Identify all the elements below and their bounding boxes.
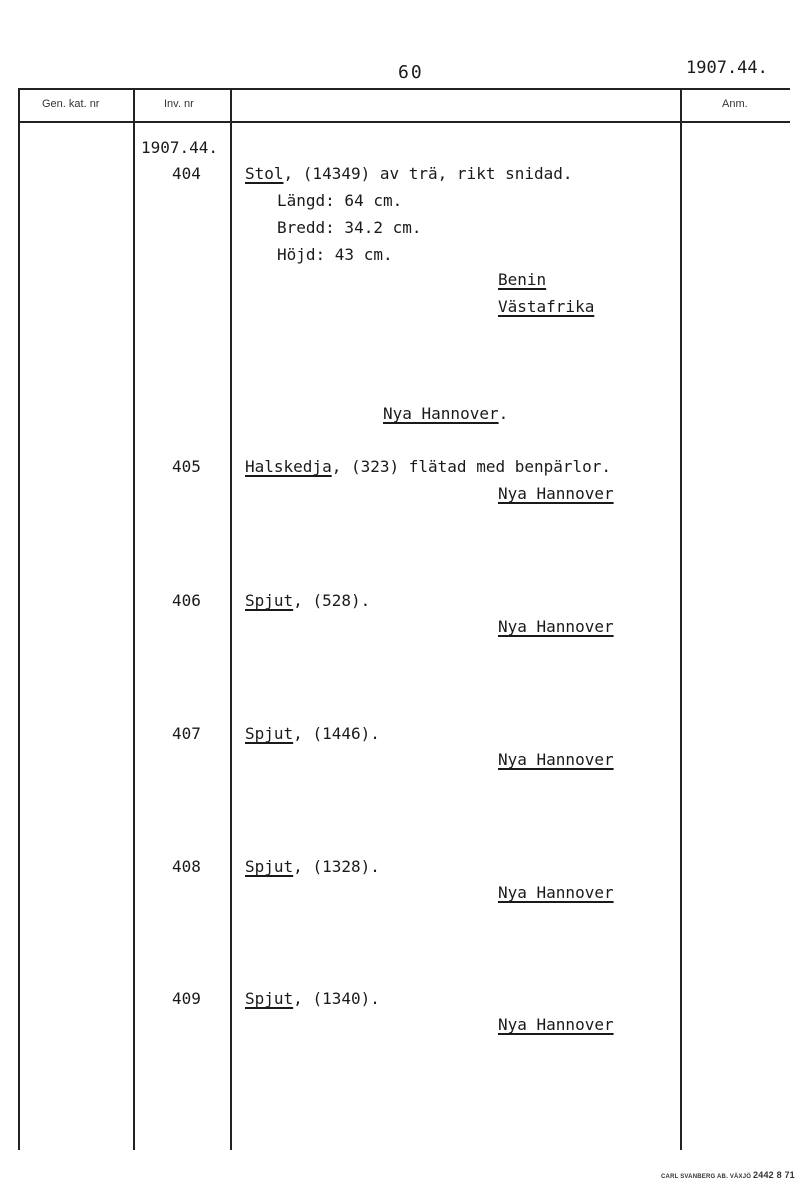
inv-number: 407: [172, 724, 201, 743]
entry-text: , (1446).: [293, 724, 380, 743]
column-header-anm: Anm.: [722, 98, 748, 110]
place-label: Nya Hannover: [498, 883, 614, 902]
entry-text: , (1340).: [293, 989, 380, 1008]
inv-number: 405: [172, 457, 201, 476]
entry-text: , (14349) av trä, rikt snidad.: [283, 164, 573, 183]
place-label: Nya Hannover: [498, 484, 614, 503]
page-number: 60: [398, 62, 424, 83]
place-label: Västafrika: [498, 297, 595, 316]
inv-number: 409: [172, 989, 201, 1008]
entry-text: , (1328).: [293, 857, 380, 876]
place-label: Nya Hannover: [498, 1015, 614, 1034]
object-name: Spjut: [245, 591, 294, 610]
entry-description: [245, 457, 611, 476]
column-divider-text-anm: [680, 88, 682, 1150]
place-label: Nya Hannover: [498, 617, 614, 636]
entry-text: , (528).: [293, 591, 371, 610]
entry-description: [245, 857, 380, 876]
printer-name: CARL SVANBERG AB. VÄXJÖ: [661, 1174, 752, 1180]
entry-description: [245, 164, 573, 183]
object-name: Spjut: [245, 724, 294, 743]
column-header-inv-nr: Inv. nr: [164, 98, 194, 110]
object-name: Spjut: [245, 857, 294, 876]
entry-description: [245, 989, 380, 1008]
place-label: Nya Hannover: [498, 750, 614, 769]
dimension-line: Bredd: 34.2 cm.: [277, 218, 422, 237]
page-code: 1907.44.: [686, 58, 768, 78]
object-name: Stol: [245, 164, 284, 183]
inv-number: 408: [172, 857, 201, 876]
inv-number: 406: [172, 591, 201, 610]
section-heading: Nya Hannover.: [383, 404, 509, 423]
printer-imprint: [661, 1170, 795, 1180]
dimension-line: Längd: 64 cm.: [277, 191, 403, 210]
place-label: Benin: [498, 270, 547, 289]
entry-description: [245, 724, 380, 743]
column-header-gen-kat-nr: Gen. kat. nr: [42, 98, 100, 110]
object-name: Halskedja: [245, 457, 332, 476]
left-border: [18, 88, 20, 1150]
entry-text: , (323) flätad med benpärlor.: [331, 457, 612, 476]
object-name: Spjut: [245, 989, 294, 1008]
column-divider-inv-text: [230, 88, 232, 1150]
dimension-line: Höjd: 43 cm.: [277, 245, 393, 264]
inv-number: 404: [172, 164, 201, 183]
batch-label: 1907.44.: [141, 138, 219, 157]
column-divider-gen-inv: [133, 88, 135, 1150]
form-code: 2442 8 71: [753, 1170, 795, 1180]
entry-description: [245, 591, 370, 610]
